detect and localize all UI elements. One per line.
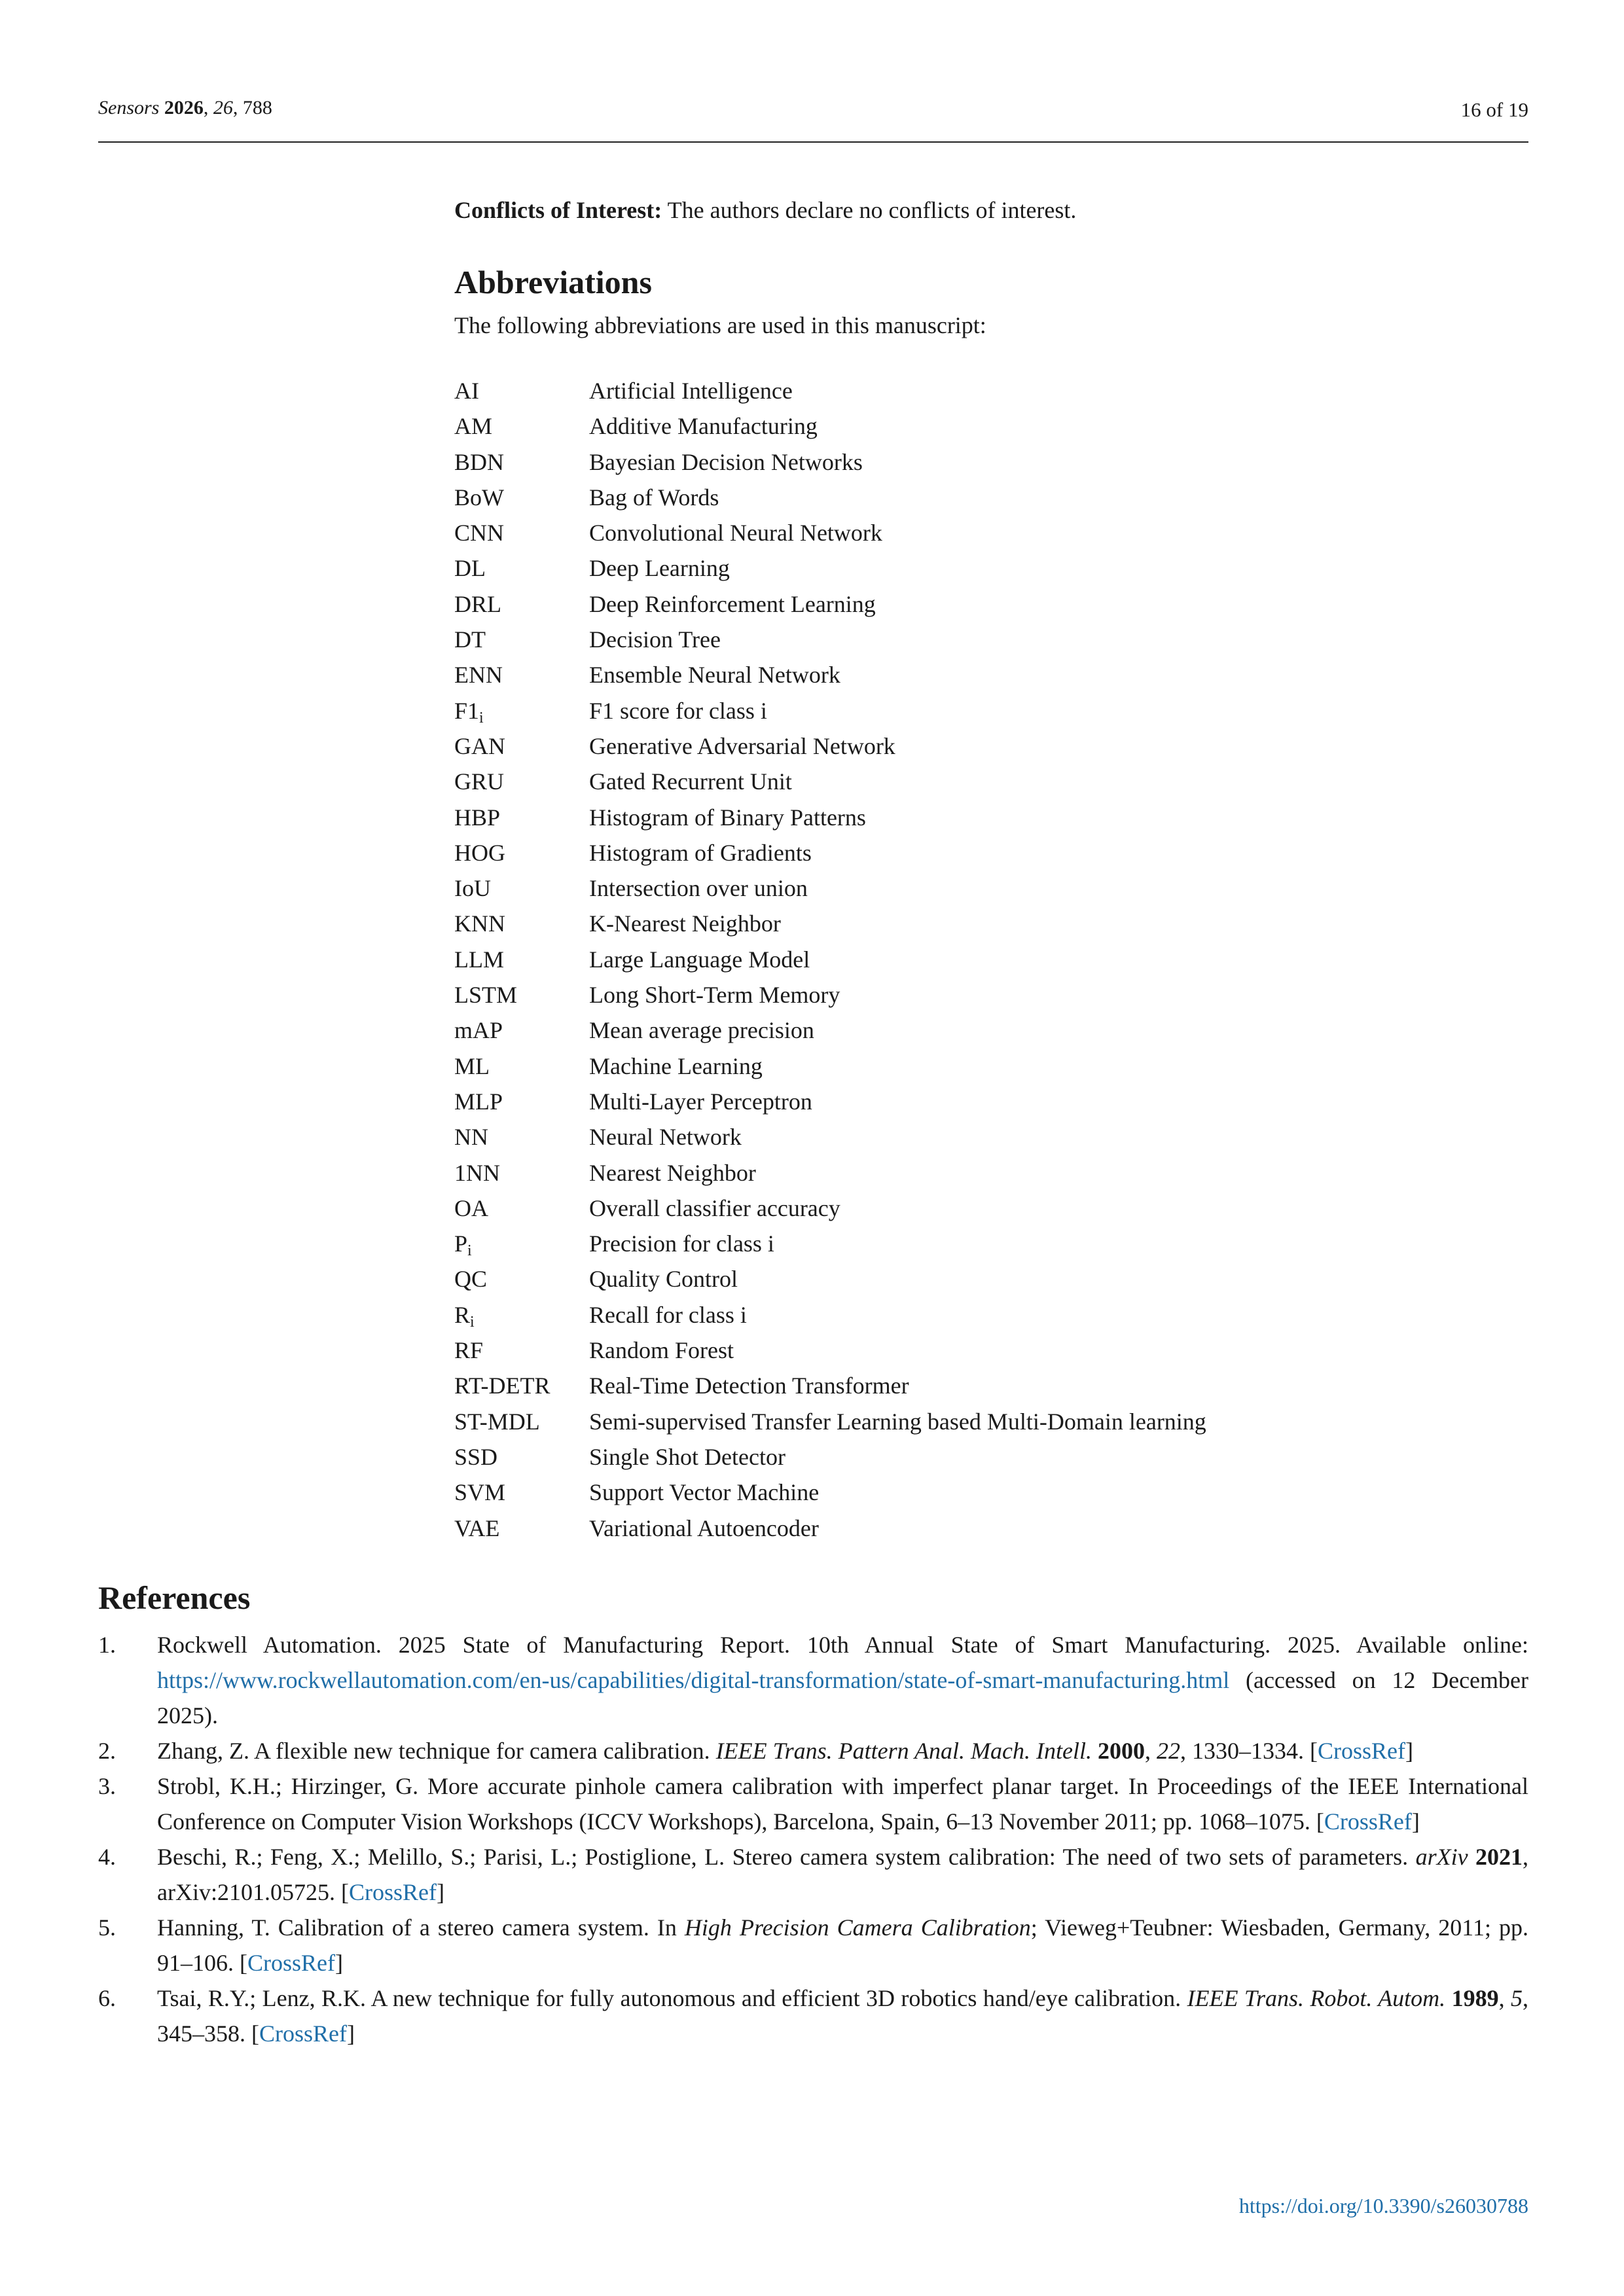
abbreviation-term: Histogram of Binary Patterns [589,804,866,831]
abbreviation-code [454,732,505,760]
reference-book-title: High Precision Camera Calibration [684,1914,1031,1941]
abbreviation-term: Real-Time Detection Transformer [589,1372,909,1399]
abbreviation-row [454,981,1436,1016]
abbreviation-code [454,1336,483,1364]
abbreviation-row [454,554,1436,590]
abbreviation-term: Intersection over union [589,875,808,902]
abbreviation-code [454,1479,505,1506]
abbreviation-subscript: i [470,1313,475,1331]
abbreviation-term: Support Vector Machine [589,1479,820,1506]
reference-text: Beschi, R.; Feng, X.; Melillo, S.; Parisi, L.; Postiglione, L. Stereo camera system calibration: The need of two sets of parameters. [157,1844,1409,1870]
abbreviation-term: Decision Tree [589,626,721,653]
reference-bracket: ] [1405,1738,1413,1764]
reference-text: Strobl, K.H.; Hirzinger, G. More accurate pinhole camera calibration with imperfect planar target. In Proceedings of the IEEE International Conference on Computer Vision Workshops (ICCV Workshops), Barcelona, Spain, 6–13 November 2011; pp. 1068–1075. [ [157,1773,1528,1835]
abbreviation-code [454,661,503,689]
abbreviation-term: Gated Recurrent Unit [589,768,792,795]
reference-text: Hanning, T. Calibration of a stereo camera system. In [157,1914,677,1941]
reference-number: 5. [98,1914,116,1941]
reference-item-1 [98,1627,1528,1733]
reference-pages: , 1330–1334. [ [1180,1738,1318,1764]
reference-text: Rockwell Automation. 2025 State of Manufacturing Report. 10th Annual State of Smart Manufacturing. 2025. Available online: [157,1632,1528,1658]
abbreviation-term: Deep Reinforcement Learning [589,590,876,617]
abbreviation-code-text: HBP [454,804,501,831]
abbreviation-term: Deep Learning [589,555,730,582]
reference-item-5 [98,1910,1528,1981]
abbreviation-row [454,590,1436,626]
abbreviation-code [454,1230,472,1260]
abbreviation-row [454,661,1436,696]
abbreviation-code [454,484,504,511]
abbreviation-row [454,732,1436,768]
abbreviation-code [454,1301,475,1331]
abbreviation-row [454,804,1436,839]
abbreviation-code-text: mAP [454,1017,503,1044]
reference-text: Zhang, Z. A flexible new technique for camera calibration. [157,1738,710,1764]
abbreviations-list [454,377,1436,1550]
abbreviation-row [454,874,1436,910]
crossref-link[interactable]: CrossRef [1317,1738,1405,1764]
reference-accessed: (accessed on 12 December 2025). [157,1667,1529,1729]
reference-bracket: ] [335,1950,343,1976]
abbreviation-code-text: KNN [454,910,505,937]
crossref-link[interactable]: CrossRef [259,2020,347,2047]
abbreviation-code-text: F1 [454,697,480,724]
abbreviation-row [454,1336,1436,1372]
abbreviation-code [454,1194,488,1222]
abbreviation-code-text: DRL [454,590,501,617]
references-heading: References [98,1579,251,1616]
abbreviation-term: Large Language Model [589,946,810,973]
abbreviation-code-text: NN [454,1124,488,1151]
abbreviation-code [454,626,486,653]
abbreviation-code-text: LLM [454,946,504,973]
abbreviation-code-text: R [454,1301,471,1328]
abbreviation-code [454,804,500,831]
abbreviations-heading: Abbreviations [454,264,652,300]
reference-number: 6. [98,1985,116,2011]
abbreviation-code [454,839,505,867]
crossref-link[interactable]: CrossRef [1324,1808,1412,1835]
abbreviation-row [454,448,1436,484]
abbreviation-code [454,448,504,476]
abbreviation-row [454,1372,1436,1407]
abbreviation-code-text: BoW [454,484,504,511]
abbreviation-code [454,1123,488,1151]
abbreviation-code [454,1408,540,1435]
reference-number: 3. [98,1773,116,1799]
abbreviation-term: Random Forest [589,1337,734,1364]
abbreviation-term: Histogram of Gradients [589,839,812,866]
abbreviation-code [454,768,504,795]
abbreviation-code-text: IoU [454,875,491,902]
abbreviation-term: Recall for class i [589,1301,747,1328]
abbreviation-row [454,1016,1436,1052]
abbreviation-code-text: BDN [454,448,505,475]
abbreviation-row [454,626,1436,661]
reference-item-3 [98,1768,1528,1839]
reference-pages: ; Vieweg+Teubner: Wiesbaden, Germany, 2011; pp. 91–106. [ [157,1914,1528,1976]
reference-pages: , arXiv:2101.05725. [ [157,1844,1529,1905]
reference-pages: , 345–358. [ [157,1985,1528,2047]
conflicts-text: The authors declare no conflicts of interest. [667,197,1077,223]
abbreviation-term: Bag of Words [589,484,719,511]
abbreviation-code-text: GAN [454,732,505,759]
abbreviation-term: Machine Learning [589,1052,763,1079]
abbreviation-code-text: SSD [454,1443,498,1470]
abbreviation-code-text: ENN [454,662,503,689]
abbreviation-subscript: i [467,1242,472,1260]
abbreviation-row [454,1443,1436,1479]
reference-item-4 [98,1839,1528,1910]
journal-volume: 26 [213,97,233,118]
reference-year: 2000 [1097,1738,1145,1764]
abbreviation-code [454,554,486,582]
abbreviation-row [454,484,1436,519]
abbreviation-code-text: VAE [454,1515,500,1541]
abbreviation-row [454,839,1436,874]
reference-number: 2. [98,1738,116,1764]
reference-journal: arXiv [1415,1844,1468,1870]
reference-volume: 5 [1510,1985,1523,2011]
abbreviation-code-text: LSTM [454,982,518,1009]
references-list [98,1627,1528,2051]
journal-name: Sensors [98,97,160,118]
abbreviation-code-text: HOG [454,839,505,866]
abbreviation-code [454,412,492,440]
abbreviation-term: Ensemble Neural Network [589,662,840,689]
abbreviation-term: Nearest Neighbor [589,1159,756,1186]
abbreviation-code-text: RF [454,1337,484,1364]
abbreviations-intro: The following abbreviations are used in this manuscript: [454,312,986,338]
abbreviation-term: Convolutional Neural Network [589,520,882,547]
abbreviation-code-text: DT [454,626,486,653]
reference-number: 1. [98,1632,116,1658]
page-number: 16 of 19 [1460,98,1528,121]
abbreviation-code [454,697,484,727]
abbreviation-code-text: CNN [454,520,505,547]
abbreviation-row [454,519,1436,554]
journal-citation: Sensors 2026, 26, 788 [98,97,272,118]
abbreviation-row [454,1159,1436,1194]
conflicts-of-interest [454,196,1076,224]
abbreviation-term: Semi-supervised Transfer Learning based Multi-Domain learning [589,1408,1206,1435]
abbreviation-term: Quality Control [589,1266,738,1293]
abbreviation-term: Multi-Layer Perceptron [589,1088,812,1115]
abbreviation-row [454,1123,1436,1158]
abbreviation-row [454,412,1436,448]
abbreviation-code [454,519,504,547]
abbreviation-subscript: i [479,709,484,726]
reference-journal: IEEE Trans. Pattern Anal. Mach. Intell. [715,1738,1092,1764]
abbreviation-code [454,946,504,973]
abbreviation-code-text: SVM [454,1479,506,1506]
abbreviation-term: F1 score for class i [589,697,767,724]
conflicts-label: Conflicts of Interest: [454,197,662,223]
reference-number: 4. [98,1844,116,1870]
abbreviation-term: Neural Network [589,1124,742,1151]
abbreviation-code-text: ML [454,1052,490,1079]
reference-volume: 22 [1156,1738,1180,1764]
abbreviation-code-text: QC [454,1266,488,1293]
reference-year: 1989 [1451,1985,1499,2011]
journal-year: 2026 [164,97,204,118]
abbreviation-term: Overall classifier accuracy [589,1194,840,1221]
abbreviation-code [454,1265,487,1293]
reference-url-link[interactable]: https://www.rockwellautomation.com/en-us/capabilities/digital-transformation/state-of-smart-manufacturing.html [157,1667,1230,1693]
abbreviation-term: Artificial Intelligence [589,378,793,404]
abbreviation-term: Precision for class i [589,1230,774,1257]
abbreviation-row [454,1408,1436,1443]
abbreviation-code-text: GRU [454,768,505,795]
article-number: 788 [242,97,272,118]
abbreviation-term: Bayesian Decision Networks [589,448,863,475]
abbreviation-code [454,1016,503,1044]
abbreviation-row [454,1479,1436,1514]
abbreviation-row [454,946,1436,981]
reference-bracket: ] [436,1879,444,1905]
reference-text: Tsai, R.Y.; Lenz, R.K. A new technique for fully autonomous and efficient 3D robotics hand/eye calibration. [157,1985,1182,2011]
abbreviation-row [454,1052,1436,1088]
abbreviation-row [454,1265,1436,1300]
abbreviation-code-text: AI [454,378,479,404]
abbreviation-code [454,1443,497,1471]
abbreviation-code [454,981,517,1009]
abbreviation-row [454,697,1436,732]
abbreviation-term: Additive Manufacturing [589,413,818,440]
reference-bracket: ] [1411,1808,1420,1835]
abbreviation-code [454,910,505,937]
abbreviation-code [454,1372,550,1399]
abbreviation-row [454,910,1436,945]
abbreviation-row [454,1088,1436,1123]
abbreviation-code-text: RT-DETR [454,1372,550,1399]
page-header [98,92,1528,143]
abbreviation-term: Generative Adversarial Network [589,732,895,759]
abbreviation-code-text: P [454,1230,468,1257]
reference-item-2: 2. Zhang, Z. A flexible new technique for camera calibration. IEEE Trans. Pattern Anal. Mach. Intell. 2000, 22, 1330–1334. [CrossRef] [98,1733,1528,1768]
abbreviation-code-text: ST-MDL [454,1408,540,1435]
doi-link[interactable]: https://doi.org/10.3390/s26030788 [1238,2194,1528,2217]
abbreviation-code-text: MLP [454,1088,503,1115]
abbreviation-code [454,1515,499,1542]
abbreviation-code [454,590,501,618]
abbreviation-code-text: OA [454,1194,488,1221]
abbreviation-row [454,768,1436,803]
reference-journal: IEEE Trans. Robot. Autom. [1187,1985,1446,2011]
abbreviation-code [454,377,479,404]
abbreviation-term: Single Shot Detector [589,1443,785,1470]
crossref-link[interactable]: CrossRef [348,1879,437,1905]
abbreviation-row [454,1230,1436,1265]
abbreviation-term: Variational Autoencoder [589,1515,819,1541]
abbreviation-code [454,1088,503,1115]
abbreviation-code-text: DL [454,555,486,582]
reference-bracket: ] [347,2020,355,2047]
abbreviation-row [454,1515,1436,1550]
abbreviation-term: Long Short-Term Memory [589,982,840,1009]
abbreviation-row [454,1194,1436,1230]
reference-year: 2021 [1475,1844,1523,1870]
abbreviation-code-text: 1NN [454,1159,500,1186]
crossref-link[interactable]: CrossRef [247,1950,335,1976]
abbreviation-row [454,1301,1436,1336]
abbreviation-code-text: AM [454,413,493,440]
abbreviation-term: Mean average precision [589,1017,814,1044]
abbreviation-code [454,1052,490,1080]
abbreviation-code [454,1159,500,1187]
reference-item-6: 6. Tsai, R.Y.; Lenz, R.K. A new technique for fully autonomous and efficient 3D robotics hand/eye calibration. IEEE Trans. Robot. Autom. 1989, 5, 345–358. [CrossRef] [98,1981,1528,2051]
abbreviation-row [454,377,1436,412]
abbreviation-term: K-Nearest Neighbor [589,910,781,937]
abbreviation-code [454,874,491,902]
